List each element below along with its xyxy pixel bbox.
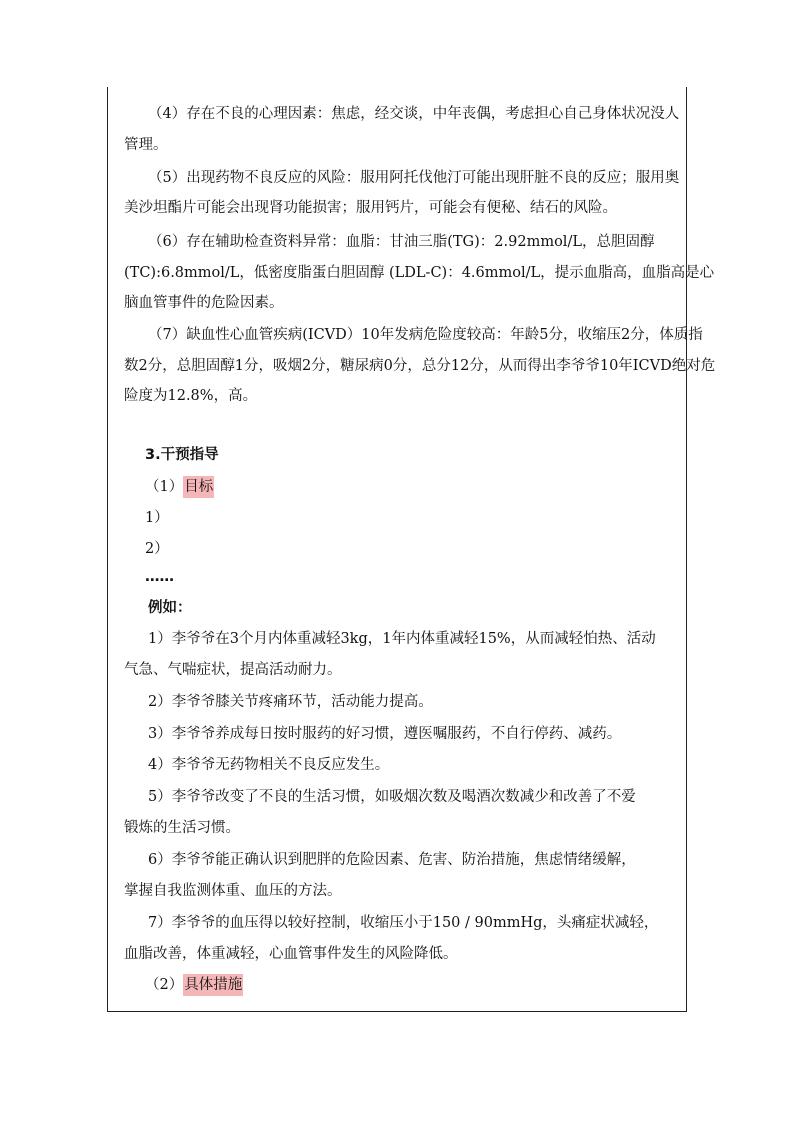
list-item: 2） <box>145 541 169 557</box>
measures-prefix: （2） <box>145 977 184 993</box>
text-line: （7）缺血性心血管疾病(ICVD）10年发病危险度较高：年龄5分，收缩压2分，体质指 <box>148 327 703 343</box>
goal-label-highlight: 目标 <box>183 476 214 498</box>
list-item: 1） <box>145 510 169 526</box>
goal-prefix: （1） <box>145 479 184 495</box>
text-line: 美沙坦酯片可能会出现肾功能损害；服用钙片，可能会有便秘、结石的风险。 <box>124 200 617 216</box>
text-line: 3）李爷爷养成每日按时服药的好习惯，遵医嘱服药，不自行停药、减药。 <box>148 726 622 742</box>
text-line: 锻炼的生活习惯。 <box>124 820 240 836</box>
text-line: （5）出现药物不良反应的风险：服用阿托伐他汀可能出现肝脏不良的反应；服用奥 <box>148 170 680 186</box>
text-line: 数2分，总胆固醇1分，吸烟2分，糖尿病0分，总分12分，从而得出李爷爷10年ICVD绝对危 <box>124 358 716 374</box>
document-table-cell <box>107 87 716 1012</box>
text-line: （6）存在辅助检查资料异常：血脂：甘油三脂(TG)：2.92mmol/L，总胆固醇 <box>148 234 655 250</box>
text-line: 血脂改善，体重减轻，心血管事件发生的风险降低。 <box>124 946 458 962</box>
text-line: 1）李爷爷在3个月内体重减轻3kg，1年内体重减轻15%，从而减轻怕热、活动 <box>148 631 656 647</box>
text-line: 2）李爷爷膝关节疼痛环节，活动能力提高。 <box>148 694 433 710</box>
text-line: （4）存在不良的心理因素：焦虑，经交谈，中年丧偶，考虑担心自己身体状况没人 <box>148 106 680 122</box>
example-label: 例如： <box>148 600 192 616</box>
text-line: 脑血管事件的危险因素。 <box>124 295 284 311</box>
measures-heading <box>145 975 243 995</box>
text-line: 5）李爷爷改变了不良的生活习惯，如吸烟次数及喝酒次数减少和改善了不爱 <box>148 789 636 805</box>
text-line: 4）李爷爷无药物相关不良反应发生。 <box>148 757 390 773</box>
goal-heading <box>145 477 214 497</box>
text-line: 6）李爷爷能正确认识到肥胖的危险因素、危害、防治措施，焦虑情绪缓解， <box>148 852 636 868</box>
text-line: 掌握自我监测体重、血压的方法。 <box>124 883 342 899</box>
measures-label-highlight: 具体措施 <box>183 974 243 996</box>
text-line: 7）李爷爷的血压得以较好控制，收缩压小于150 / 90mmHg，头痛症状减轻， <box>148 915 659 931</box>
text-line: (TC):6.8mmol/L，低密度脂蛋白胆固醇 (LDL-C)：4.6mmol/L，提示血脂高，血脂高是心 <box>124 265 715 281</box>
text-line: 气急、气喘症状，提高活动耐力。 <box>124 662 342 678</box>
text-line: 管理。 <box>124 137 168 153</box>
ellipsis: …… <box>145 569 174 585</box>
section-heading: 3.干预指导 <box>145 447 219 463</box>
text-line: 险度为12.8%，高。 <box>124 388 258 404</box>
